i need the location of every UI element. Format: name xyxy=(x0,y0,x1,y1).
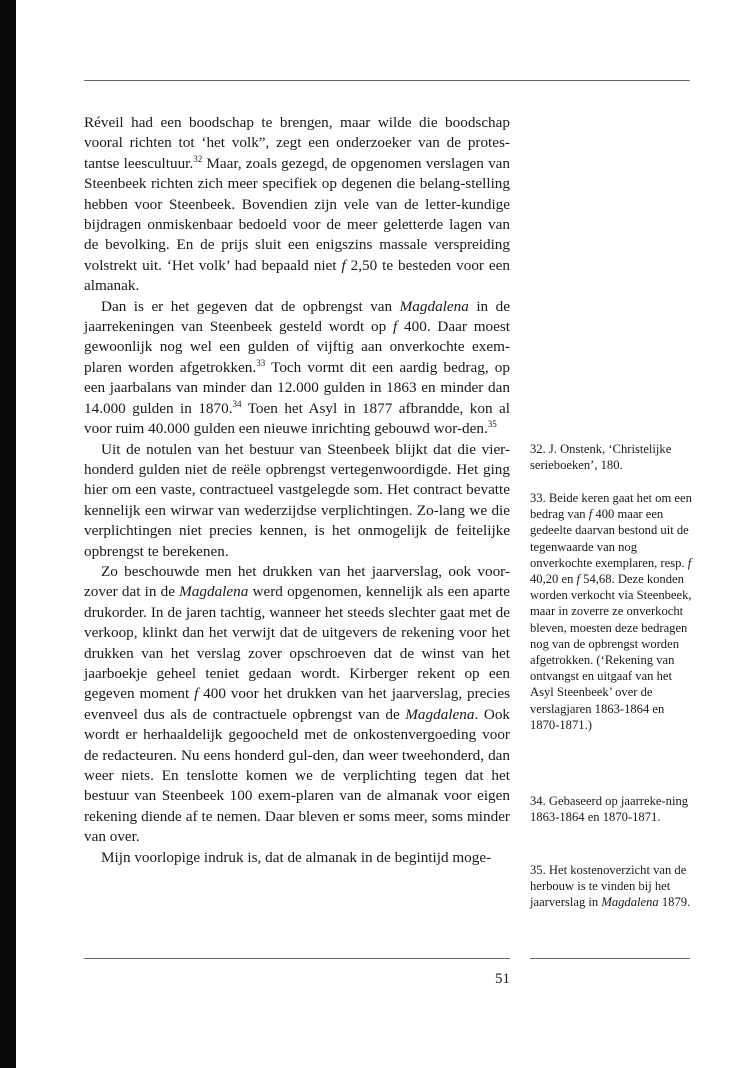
paragraph-4: Zo beschouwde men het drukken van het jaarverslag, ook voor-zover dat in de Magdalena werd opgenomen, kennelijk als een aparte drukorder. In de jaren tachtig, wanneer het steeds slechter gaat met de verkoop, klinkt dan het verwijt dat de uitgevers de rekening voor het drukken van het verslag zover opschroeven dat de winst van het jaarboekje geheel teniet gedaan wordt. Kirberger rekent op een gegeven moment f 400 voor het drukken van het jaarverslag, precies evenveel dus als de contractuele opbrengst van de Magdalena. Ook wordt er herhaaldelijk gegoocheld met de onkostenvergoeding voor de redacteuren. Nu eens honderd gul-den, dan weer tweehonderd, dan weer niets. En tenslotte komen we de verplichting tegen dat het bestuur van Steenbeek 100 exem-plaren van de almanak voor eigen rekening diende af te nemen. Daar bleven er soms meer, soms minder van over. xyxy=(84,562,511,846)
footnote-34: 34. Gebaseerd op jaarreke-ning 1863-1864 en 1870-1871. xyxy=(530,794,689,825)
main-text-column xyxy=(84,113,510,868)
footnote-ref-35: 35 xyxy=(487,419,497,430)
page-number: 51 xyxy=(495,971,510,987)
footnote-ref-32: 32 xyxy=(193,153,203,164)
paragraph-5: Mijn voorlopige indruk is, dat de almanak in de begintijd moge- xyxy=(101,848,492,866)
footnote-35: 35. Het kostenoverzicht van de herbouw is te vinden bij het jaarverslag in Magdalena 1879. xyxy=(530,863,691,910)
footnote-ref-33: 33 xyxy=(256,357,266,368)
footnote-32: 32. J. Onstenk, ‘Christelijke serieboeken’, 180. xyxy=(530,442,672,473)
paragraph-1: Réveil had een boodschap te brengen, maar wilde die boodschap vooral richten tot ‘het volk”, zegt een onderzoeker van de protes-tantse leescultuur.$^{32}$ Maar, zoals gezegd, de opgenomen verslagen van Steenbeek richten zich meer specifiek op degenen die belang-stelling hebben voor Steenbeek. Bovendien zijn vele van de letter-kundige bijdragen onmiskenbaar bedoeld voor de meer geletterde lagen van de bevolking. En de prijs sluit een enigszins massale verspreiding volstrekt uit. ‘Het volk’ had bepaald niet f 2,50 te besteden voor een almanak. xyxy=(84,114,511,295)
bottom-rule-main xyxy=(84,958,510,959)
bottom-rule-notes xyxy=(530,958,690,959)
footnote-33: 33. Beide keren gaat het om een bedrag van f 400 maar een gedeelte daarvan bestond uit de tegenwaarde van nog onverkochte exemplaren, resp. f 40,20 en f 54,68. Deze konden worden verkocht via Steenbeek, maar in zoverre ze onverkocht bleven, moesten deze bedragen nog van de opbrengst worden afgetrokken. (‘Rekening van ontvangst en uitgaaf van het Asyl Steenbeek’ over de verslagjaren 1863-1864 en 1870-1871.) xyxy=(530,491,692,732)
paragraph-3: Uit de notulen van het bestuur van Steenbeek blijkt dat die vier-honderd gulden niet de reële opbrengst vertegenwoordigde. Het ging hier om een vaste, contractueel vastgelegde som. Het contract bevatte kennelijk een wirwar van wederzijdse verplichtingen. Zo-lang we die verplichtingen niet precies kennen, is het onmogelijk de feitelijke opbrengst te berekenen. xyxy=(84,440,510,560)
footnote-ref-34: 34 xyxy=(232,398,242,409)
paragraph-2: Dan is er het gegeven dat de opbrengst van Magdalena in de jaarrekeningen van Steenbeek gesteld wordt op f 400. Daar moest gewoonlijk nog wel een gulden of vijftig aan onverkochte exem-plaren worden afgetrokken.$^{33}$ Toch vormt dit een aardig bedrag, op een jaarbalans van minder dan 12.000 gulden in 1863 en minder dan 14.000 gulden in 1870.34 Toen het Asyl in 1877 afbrandde, kon al voor ruim 40.000 gulden een nieuwe inrichting gebouwd wor-den.$^{35}$ xyxy=(84,297,511,438)
binding-strip xyxy=(0,0,16,1068)
top-rule xyxy=(84,80,690,81)
